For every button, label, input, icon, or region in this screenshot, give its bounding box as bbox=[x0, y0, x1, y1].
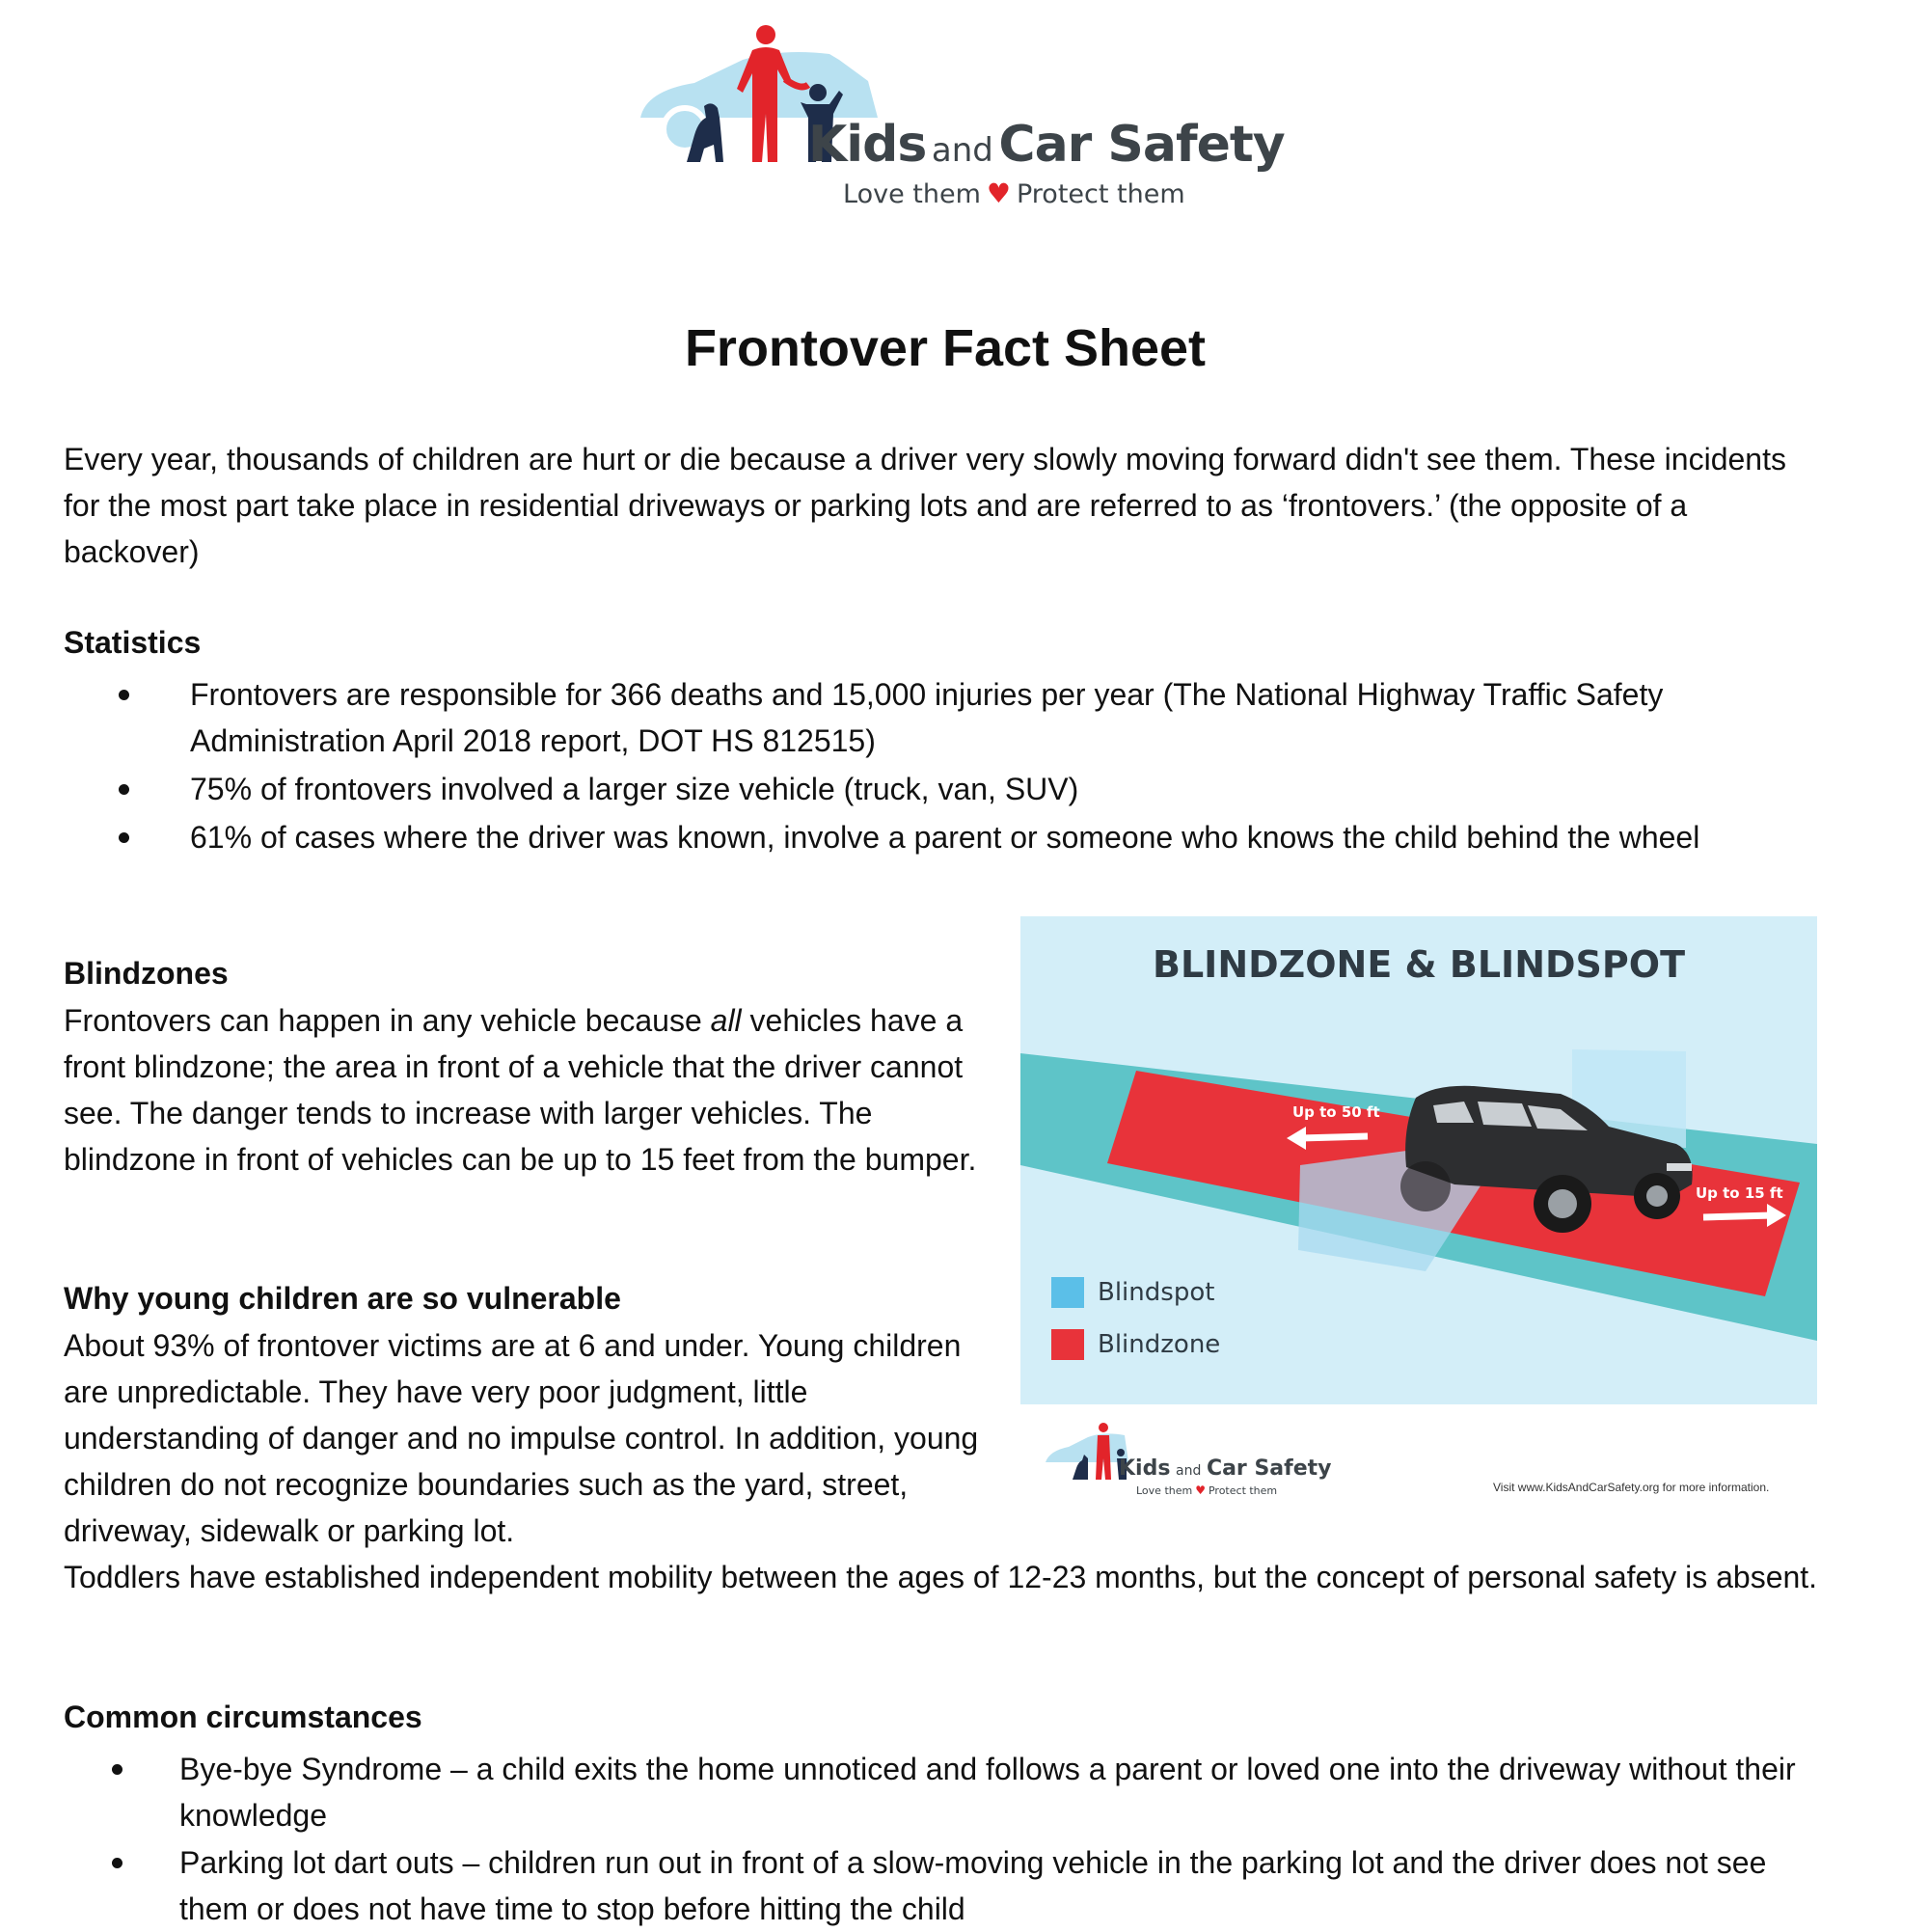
footer-brand-car-safety: Car Safety bbox=[1206, 1456, 1332, 1481]
legend-label: Blindspot bbox=[1098, 1278, 1215, 1307]
statistics-list bbox=[190, 671, 1830, 860]
blindzones-text-after: vehicles have a front blindzone; the area in front of a vehicle that the driver cannot see. The danger tends to increase with larger vehicles. The blindzone in front of vehicles can be up to 15 feet from the bumper. bbox=[64, 1003, 977, 1177]
blindzones-paragraph bbox=[64, 997, 1001, 1183]
infographic-title: BLINDZONE & BLINDSPOT bbox=[1153, 943, 1685, 986]
brand-name bbox=[808, 116, 1285, 174]
list-item: Parking lot dart outs – children run out in front of a slow-moving vehicle in the parking lot and the driver does not see them or does not have time to stop before hitting the child bbox=[179, 1839, 1829, 1932]
list-item: 75% of frontovers involved a larger size vehicle (truck, van, SUV) bbox=[190, 766, 1830, 812]
vulnerable-heading: Why young children are so vulnerable bbox=[64, 1281, 621, 1316]
legend-blindspot bbox=[1051, 1277, 1214, 1308]
circumstances-list bbox=[179, 1746, 1829, 1932]
tagline-left: Love them bbox=[843, 179, 981, 209]
footer-tagline bbox=[1136, 1483, 1277, 1497]
legend-swatch bbox=[1051, 1277, 1084, 1308]
blindzones-text-italic: all bbox=[710, 1003, 742, 1038]
list-item: 61% of cases where the driver was known, involve a parent or someone who knows the child behind the wheel bbox=[190, 814, 1830, 860]
footer-tagline-right: Protect them bbox=[1208, 1484, 1278, 1497]
footer-logo bbox=[1044, 1418, 1333, 1505]
list-item: Frontovers are responsible for 366 deaths and 15,000 injuries per year (The National Highway Traffic Safety Administration April 2018 report, DOT HS 812515) bbox=[190, 671, 1830, 764]
footer-tagline-left: Love them bbox=[1136, 1484, 1193, 1497]
statistics-heading: Statistics bbox=[64, 625, 202, 660]
legend-blindzone bbox=[1051, 1329, 1220, 1360]
blindzone-infographic bbox=[1020, 916, 1817, 1404]
tagline-right: Protect them bbox=[1016, 179, 1185, 209]
list-item: Bye-bye Syndrome – a child exits the home unnoticed and follows a parent or loved one into the driveway without their knowledge bbox=[179, 1746, 1829, 1838]
footer-brand-and: and bbox=[1176, 1463, 1202, 1479]
legend-label: Blindzone bbox=[1098, 1330, 1221, 1359]
vulnerable-toddlers-paragraph: Toddlers have established independent mobility between the ages of 12-23 months, but the concept of personal safety is absent. bbox=[64, 1560, 1818, 1594]
blindzones-text-before: Frontovers can happen in any vehicle because bbox=[64, 1003, 711, 1038]
intro-paragraph: Every year, thousands of children are hurt or die because a driver very slowly moving forward didn't see them. These incidents for the most part take place in residential driveways or parking lots and are referred to as ‘frontovers.’ (the opposite of a backover) bbox=[64, 442, 1786, 569]
brand-and: and bbox=[931, 131, 993, 170]
rear-distance-label: Up to 50 ft bbox=[1292, 1103, 1380, 1121]
footer-logo-mark-icon bbox=[1044, 1418, 1130, 1495]
visit-website-text: Visit www.KidsAndCarSafety.org for more information. bbox=[1493, 1481, 1770, 1494]
vulnerable-paragraph: About 93% of frontover victims are at 6 and under. Young children are unpredictable. They have very poor judgment, little understanding of danger and no impulse control. In addition, young children do not recognize boundaries such as the yard, street, driveway, sidewalk or parking lot. bbox=[64, 1328, 979, 1548]
heart-icon: ♥ bbox=[986, 177, 1011, 209]
brand-car-safety: Car Safety bbox=[998, 116, 1285, 174]
footer-heart-icon: ♥ bbox=[1195, 1483, 1206, 1497]
footer-brand-name bbox=[1119, 1456, 1331, 1481]
header-logo bbox=[637, 21, 1285, 209]
brand-tagline bbox=[843, 177, 1185, 209]
blindzones-heading: Blindzones bbox=[64, 956, 229, 991]
legend-swatch bbox=[1051, 1329, 1084, 1360]
brand-kids: Kids bbox=[808, 116, 927, 174]
front-distance-label: Up to 15 ft bbox=[1696, 1184, 1783, 1202]
page-title: Frontover Fact Sheet bbox=[684, 319, 1207, 377]
footer-brand-kids: Kids bbox=[1119, 1456, 1171, 1481]
circumstances-heading: Common circumstances bbox=[64, 1700, 422, 1734]
